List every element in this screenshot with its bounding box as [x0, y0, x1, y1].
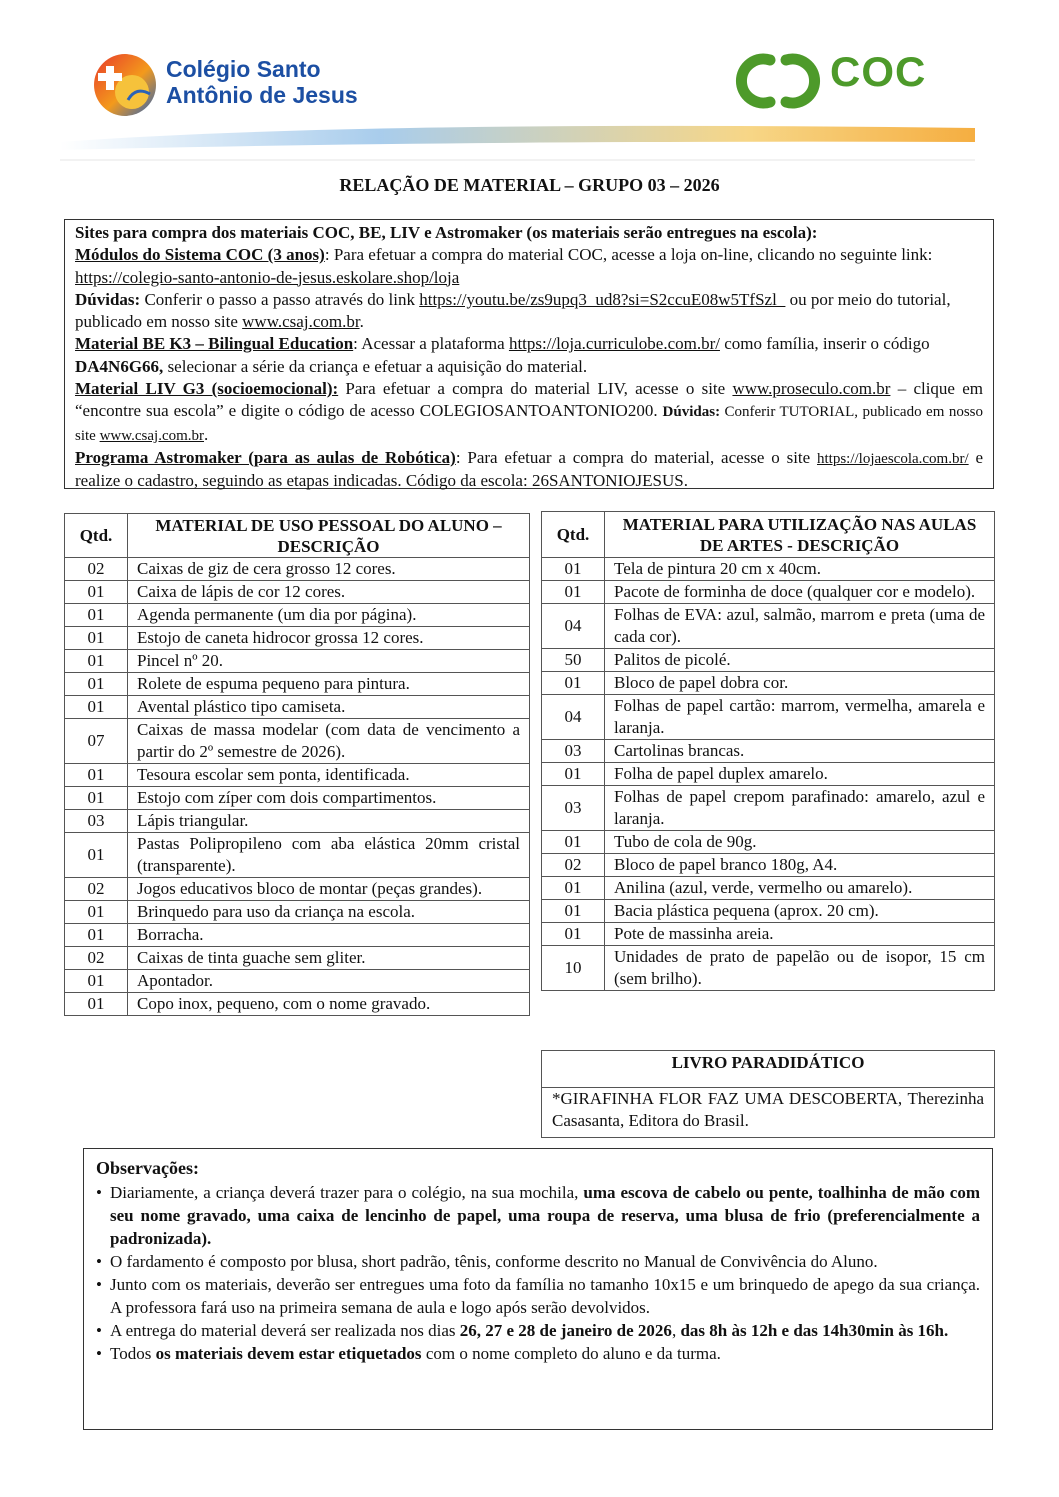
qty-cell: 02 — [542, 854, 605, 877]
personal-material-table — [64, 513, 530, 1016]
col-qtd-header: Qtd. — [542, 512, 605, 558]
sites-astromaker: Programa Astromaker (para as aulas de Robótica): Para efetuar a compra do material, acesse o site https://lojaescola.com.br/ e realize o cadastro, seguindo as etapas indicadas. Código da escola: 26SANTONIOJESUS. — [75, 447, 983, 491]
qty-cell: 03 — [65, 810, 128, 833]
sites-coc: Módulos do Sistema COC (3 anos): Para efetuar a compra do material COC, acesse a loja on-line, clicando no seguinte link: https://colegio-santo-antonio-de-jesus.eskolare.shop/loja — [75, 245, 933, 287]
description-cell: Bacia plástica pequena (aprox. 20 cm). — [605, 900, 995, 923]
table-row — [542, 672, 995, 695]
be-store-link[interactable]: https://loja.curriculobe.com.br/ — [508, 334, 720, 354]
description-cell: Borracha. — [128, 924, 530, 947]
qty-cell: 02 — [65, 878, 128, 901]
description-cell: Caixa de lápis de cor 12 cores. — [128, 581, 530, 604]
description-cell: Caixas de massa modelar (com data de vencimento a partir do 2º semestre de 2026). — [128, 719, 530, 764]
description-cell: Tela de pintura 20 cm x 40cm. — [605, 558, 995, 581]
coc-logo — [730, 48, 950, 118]
table-row — [65, 993, 530, 1016]
description-cell: Estojo de caneta hidrocor grossa 12 cores. — [128, 627, 530, 650]
description-cell: Bloco de papel dobra cor. — [605, 672, 995, 695]
qty-cell: 01 — [542, 900, 605, 923]
table-row — [65, 787, 530, 810]
liv-site-link[interactable]: www.proseculo.com.br — [732, 379, 891, 399]
description-cell: Pacote de forminha de doce (qualquer cor e modelo). — [605, 581, 995, 604]
qty-cell: 01 — [542, 877, 605, 900]
table-row — [542, 831, 995, 854]
school-name-line1: Colégio Santo — [166, 56, 321, 82]
description-cell: Brinquedo para uso da criança na escola. — [128, 901, 530, 924]
col-qtd-header: Qtd. — [65, 514, 128, 558]
qty-cell: 03 — [542, 740, 605, 763]
qty-cell: 01 — [542, 581, 605, 604]
sites-heading: Sites para compra dos materiais COC, BE, LIV e Astromaker (os materiais serão entregues na escola): — [75, 223, 818, 242]
description-cell: Agenda permanente (um dia por página). — [128, 604, 530, 627]
table-row — [65, 764, 530, 787]
description-cell: Tubo de cola de 90g. — [605, 831, 995, 854]
qty-cell: 04 — [542, 695, 605, 740]
table-row — [542, 558, 995, 581]
school-site-link[interactable]: www.csaj.com.br — [242, 312, 360, 332]
qty-cell: 01 — [65, 901, 128, 924]
livro-heading: LIVRO PARADIDÁTICO — [542, 1051, 994, 1088]
qty-cell: 01 — [542, 558, 605, 581]
table-row — [542, 695, 995, 740]
obs-item-3: • Junto com os materiais, deverão ser entregues uma foto da família no tamanho 10x15 e um brinquedo de apego da sua criança. A professora fará uso na primeira semana de aula e logo após serão devolvidos. — [96, 1275, 980, 1317]
table-row — [65, 833, 530, 878]
sites-duvidas: Dúvidas: Conferir o passo a passo através do link https://youtu.be/zs9upq3_ud8?si=S2ccuE08w5TfSzl_ ou por meio do tutorial, publicado em nosso site www.csaj.com.br. — [75, 289, 951, 332]
table-row — [542, 786, 995, 831]
description-cell: Copo inox, pequeno, com o nome gravado. — [128, 993, 530, 1016]
table-row — [65, 924, 530, 947]
description-cell: Rolete de espuma pequeno para pintura. — [128, 673, 530, 696]
qty-cell: 01 — [542, 923, 605, 946]
table-row — [65, 878, 530, 901]
observacoes-box — [83, 1148, 993, 1430]
qty-cell: 01 — [65, 673, 128, 696]
sites-liv: Material LIV G3 (socioemocional): Para efetuar a compra do material LIV, acesse o site www.proseculo.com.br – clique em “encontre sua escola” e digite o código de acesso COLEGIOSANTOANTONIO200. Dúvidas: Conferir TUTORIAL, publicado em nosso site www.csaj.com.br. — [75, 379, 983, 444]
obs-item-4: • A entrega do material deverá ser realizada nos dias 26, 27 e 28 de janeiro de 2026, das 8h às 12h e das 14h30min às 16h. — [96, 1321, 949, 1340]
table-row — [542, 763, 995, 786]
astromaker-store-link[interactable]: https://lojaescola.com.br/ — [817, 450, 969, 467]
obs-item-1: • Diariamente, a criança deverá trazer para o colégio, na sua mochila, uma escova de cabelo ou pente, toalhinha de mão com seu nome gravado, uma caixa de lencinho de papel, uma roupa de reserva, uma blusa de frio (preferencialmente a padronizada). — [96, 1183, 981, 1248]
qty-cell: 01 — [65, 993, 128, 1016]
sites-box — [64, 219, 994, 489]
table-row — [542, 877, 995, 900]
table-row — [542, 900, 995, 923]
description-cell: Tesoura escolar sem ponta, identificada. — [128, 764, 530, 787]
description-cell: Caixas de tinta guache sem gliter. — [128, 947, 530, 970]
description-cell: Anilina (azul, verde, vermelho ou amarelo). — [605, 877, 995, 900]
table-row — [65, 673, 530, 696]
tutorial-video-link[interactable]: https://youtu.be/zs9upq3_ud8?si=S2ccuE08w5TfSzl_ — [419, 289, 786, 309]
qty-cell: 04 — [542, 604, 605, 649]
school-crest-icon — [92, 52, 158, 118]
qty-cell: 50 — [542, 649, 605, 672]
table-row — [542, 923, 995, 946]
col-desc-header: MATERIAL DE USO PESSOAL DO ALUNO – DESCRIÇÃO — [128, 514, 530, 558]
qty-cell: 01 — [65, 764, 128, 787]
table-row — [65, 719, 530, 764]
description-cell: Pincel nº 20. — [128, 650, 530, 673]
observacoes-heading: Observações: — [96, 1158, 199, 1178]
livro-paradidatico-box — [541, 1050, 995, 1138]
description-cell: Avental plástico tipo camiseta. — [128, 696, 530, 719]
description-cell: Apontador. — [128, 970, 530, 993]
table-row — [542, 581, 995, 604]
description-cell: Folhas de papel crepom parafinado: amarelo, azul e laranja. — [605, 786, 995, 831]
description-cell: Unidades de prato de papelão ou de isopor, 15 cm (sem brilho). — [605, 946, 995, 991]
obs-item-5: • Todos os materiais devem estar etiquetados com o nome completo do aluno e da turma. — [96, 1344, 721, 1363]
table-row — [65, 970, 530, 993]
school-logo — [92, 52, 402, 122]
qty-cell: 01 — [65, 627, 128, 650]
description-cell: Caixas de giz de cera grosso 12 cores. — [128, 558, 530, 581]
qty-cell: 03 — [542, 786, 605, 831]
livro-text: *GIRAFINHA FLOR FAZ UMA DESCOBERTA, Therezinha Casasanta, Editora do Brasil. — [552, 1089, 984, 1130]
school-site-link-2[interactable]: www.csaj.com.br — [99, 427, 205, 444]
table-row — [65, 604, 530, 627]
table-row — [65, 558, 530, 581]
obs-item-2: • O fardamento é composto por blusa, short padrão, tênis, conforme descrito no Manual de Convivência do Aluno. — [96, 1252, 878, 1271]
page-title: RELAÇÃO DE MATERIAL – GRUPO 03 – 2026 — [339, 175, 720, 195]
table-row — [65, 650, 530, 673]
coc-store-link[interactable]: https://colegio-santo-antonio-de-jesus.eskolare.shop/loja — [75, 267, 460, 287]
table-row — [542, 740, 995, 763]
description-cell: Cartolinas brancas. — [605, 740, 995, 763]
header-swoosh — [60, 120, 975, 162]
description-cell: Estojo com zíper com dois compartimentos. — [128, 787, 530, 810]
description-cell: Jogos educativos bloco de montar (peças grandes). — [128, 878, 530, 901]
table-row — [65, 581, 530, 604]
table-row — [542, 604, 995, 649]
school-name-line2: Antônio de Jesus — [166, 82, 358, 108]
qty-cell: 02 — [65, 947, 128, 970]
description-cell: Folhas de EVA: azul, salmão, marrom e preta (uma de cada cor). — [605, 604, 995, 649]
coc-mark-icon — [730, 48, 826, 114]
table-row — [542, 649, 995, 672]
description-cell: Bloco de papel branco 180g, A4. — [605, 854, 995, 877]
table-row — [65, 901, 530, 924]
table-row — [65, 810, 530, 833]
description-cell: Palitos de picolé. — [605, 649, 995, 672]
qty-cell: 01 — [65, 924, 128, 947]
sites-be: Material BE K3 – Bilingual Education: Acessar a plataforma https://loja.curriculobe.com.br/ como família, inserir o código DA4N6G66, selecionar a série da criança e efetuar a aquisição do material. — [75, 334, 930, 376]
qty-cell: 01 — [65, 650, 128, 673]
description-cell: Lápis triangular. — [128, 810, 530, 833]
qty-cell: 01 — [542, 763, 605, 786]
qty-cell: 01 — [65, 581, 128, 604]
coc-logo-text: COC — [830, 48, 927, 95]
qty-cell: 01 — [542, 831, 605, 854]
qty-cell: 01 — [65, 604, 128, 627]
col-desc-header: MATERIAL PARA UTILIZAÇÃO NAS AULAS DE ARTES - DESCRIÇÃO — [605, 512, 995, 558]
qty-cell: 01 — [542, 672, 605, 695]
table-row — [542, 854, 995, 877]
table-row — [65, 627, 530, 650]
description-cell: Folhas de papel cartão: marrom, vermelha, amarela e laranja. — [605, 695, 995, 740]
qty-cell: 01 — [65, 833, 128, 878]
table-row — [65, 696, 530, 719]
qty-cell: 02 — [65, 558, 128, 581]
qty-cell: 10 — [542, 946, 605, 991]
description-cell: Pastas Polipropileno com aba elástica 20mm cristal (transparente). — [128, 833, 530, 878]
qty-cell: 01 — [65, 970, 128, 993]
arts-material-table — [541, 511, 995, 991]
qty-cell: 01 — [65, 787, 128, 810]
qty-cell: 01 — [65, 696, 128, 719]
description-cell: Pote de massinha areia. — [605, 923, 995, 946]
description-cell: Folha de papel duplex amarelo. — [605, 763, 995, 786]
table-row — [542, 946, 995, 991]
table-row — [65, 947, 530, 970]
qty-cell: 07 — [65, 719, 128, 764]
